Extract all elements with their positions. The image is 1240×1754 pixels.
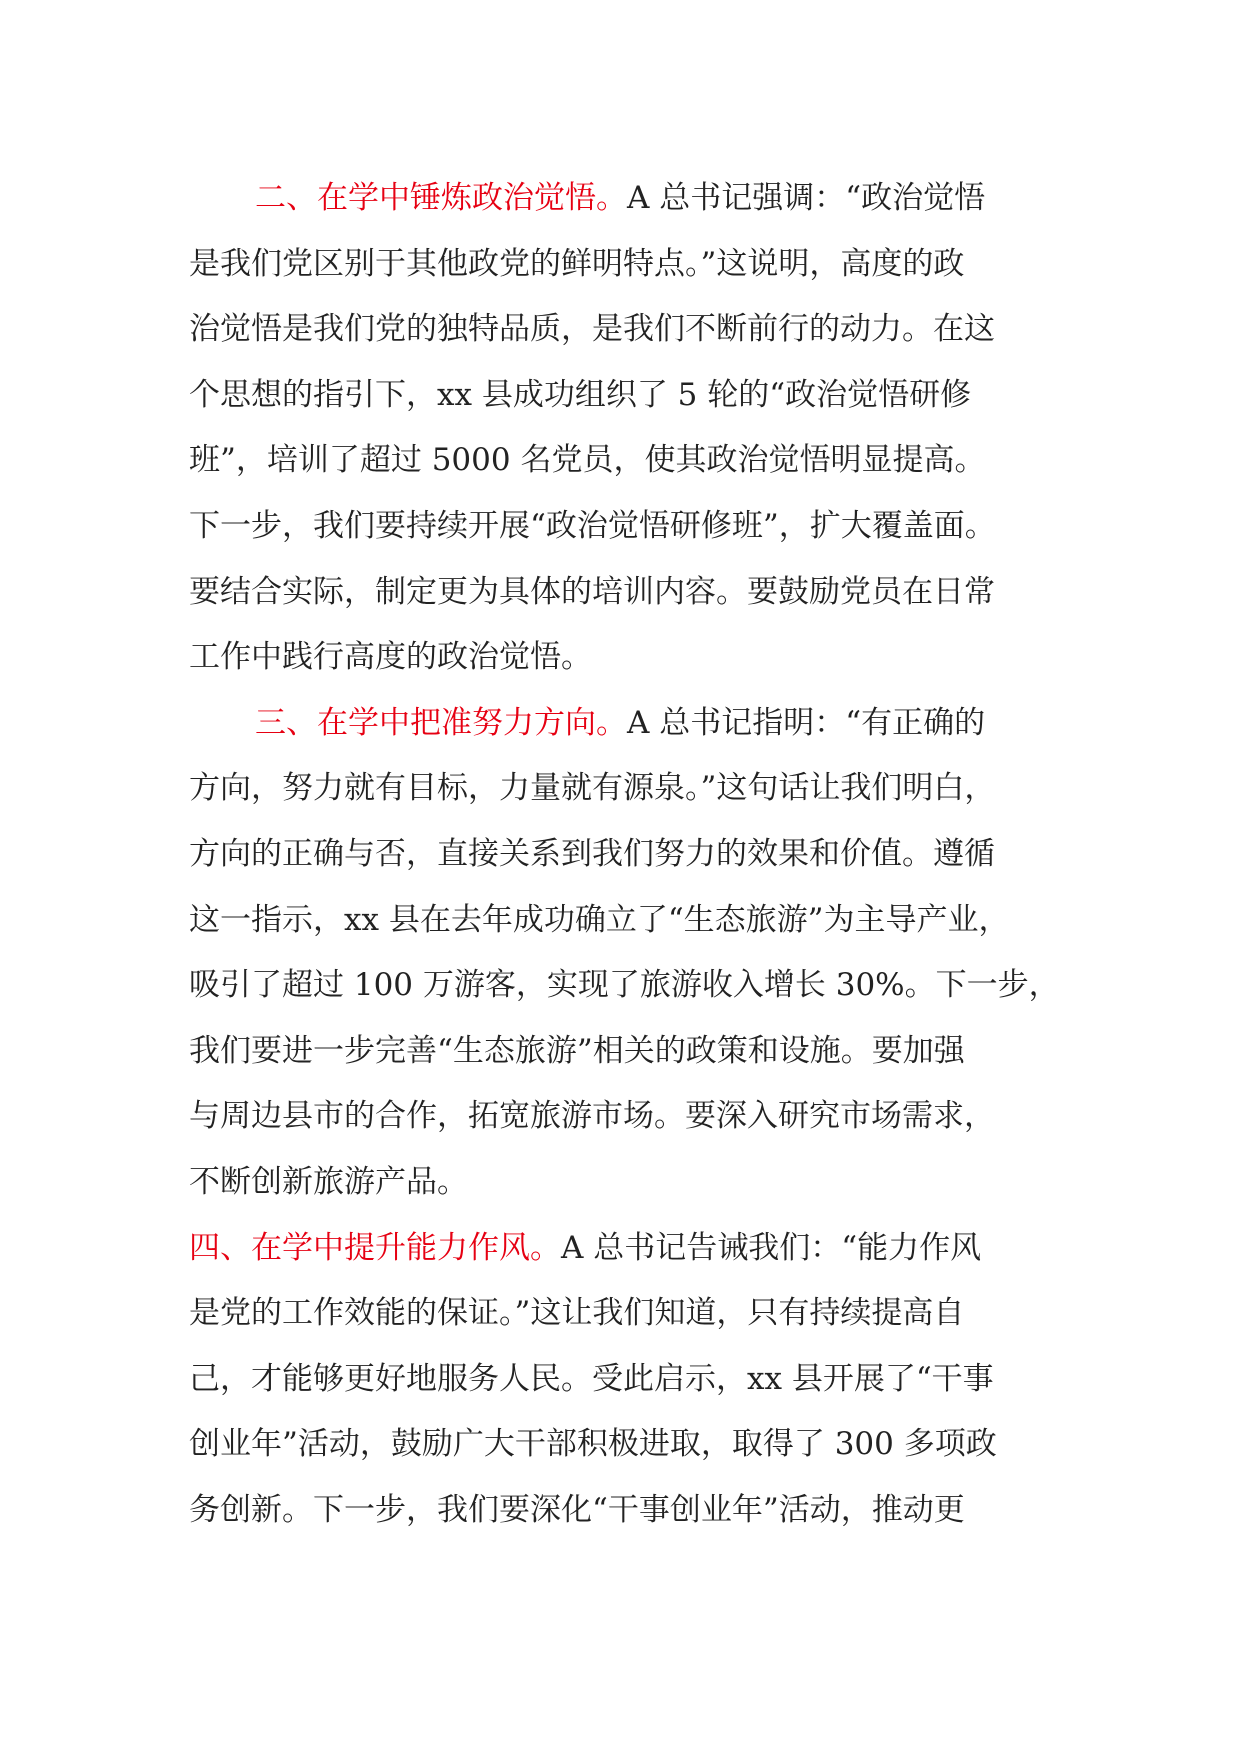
text-line: 是我们党区别于其他政党的鲜明特点。”这说明，高度的政: [189, 245, 965, 282]
text-line: 这一指示，xx 县在去年成功确立了“生态旅游”为主导产业，: [189, 901, 1010, 938]
text-line: 治觉悟是我们党的独特品质，是我们不断前行的动力。在这: [189, 311, 995, 348]
section-4: [189, 1216, 1089, 1544]
text-line: 与周边县市的合作，拓宽旅游市场。要深入研究市场需求，: [189, 1098, 995, 1135]
text-line: 务创新。下一步，我们要深化“干事创业年”活动，推动更: [189, 1491, 965, 1528]
text-line: 工作中践行高度的政治觉悟。: [189, 639, 592, 676]
text-line: 要结合实际，制定更为具体的培训内容。要鼓励党员在日常: [189, 573, 995, 610]
text-line: 个思想的指引下，xx 县成功组织了 5 轮的“政治觉悟研修: [189, 376, 972, 413]
section-heading: 四、在学中提升能力作风。: [189, 1229, 561, 1266]
text-line: 创业年”活动，鼓励广大干部积极进取，取得了 300 多项政: [189, 1426, 997, 1463]
text-line: 我们要进一步完善“生态旅游”相关的政策和设施。要加强: [189, 1032, 965, 1069]
text-line: 是党的工作效能的保证。”这让我们知道，只有持续提高自: [189, 1295, 965, 1332]
section-heading: 二、在学中锤炼政治觉悟。: [255, 180, 627, 216]
section-heading: 三、在学中把准努力方向。: [255, 704, 627, 741]
text-line: [189, 691, 1089, 757]
section-3: [189, 691, 1089, 1216]
text-line: 方向，努力就有目标，力量就有源泉。”这句话让我们明白，: [189, 770, 996, 807]
text-line: 吸引了超过 100 万游客，实现了旅游收入增长 30%。下一步，: [189, 967, 1060, 1004]
line-text: A 总书记告诫我们：“能力作风: [561, 1229, 982, 1266]
text-line: [189, 1216, 1089, 1282]
document-body: [189, 166, 1089, 1543]
text-line: 方向的正确与否，直接关系到我们努力的效果和价值。遵循: [189, 835, 995, 872]
section-2: [189, 166, 1089, 691]
text-line: 不断创新旅游产品。: [189, 1163, 468, 1200]
text-line: 班”，培训了超过 5000 名党员，使其政治觉悟明显提高。: [189, 442, 986, 479]
text-line: 己，才能够更好地服务人民。受此启示，xx 县开展了“干事: [189, 1360, 994, 1397]
text-line: [189, 166, 1089, 232]
line-text: A 总书记指明：“有正确的: [627, 704, 986, 741]
text-line: 下一步，我们要持续开展“政治觉悟研修班”，扩大覆盖面。: [189, 507, 996, 544]
line-text: A 总书记强调：“政治觉悟: [627, 180, 986, 216]
